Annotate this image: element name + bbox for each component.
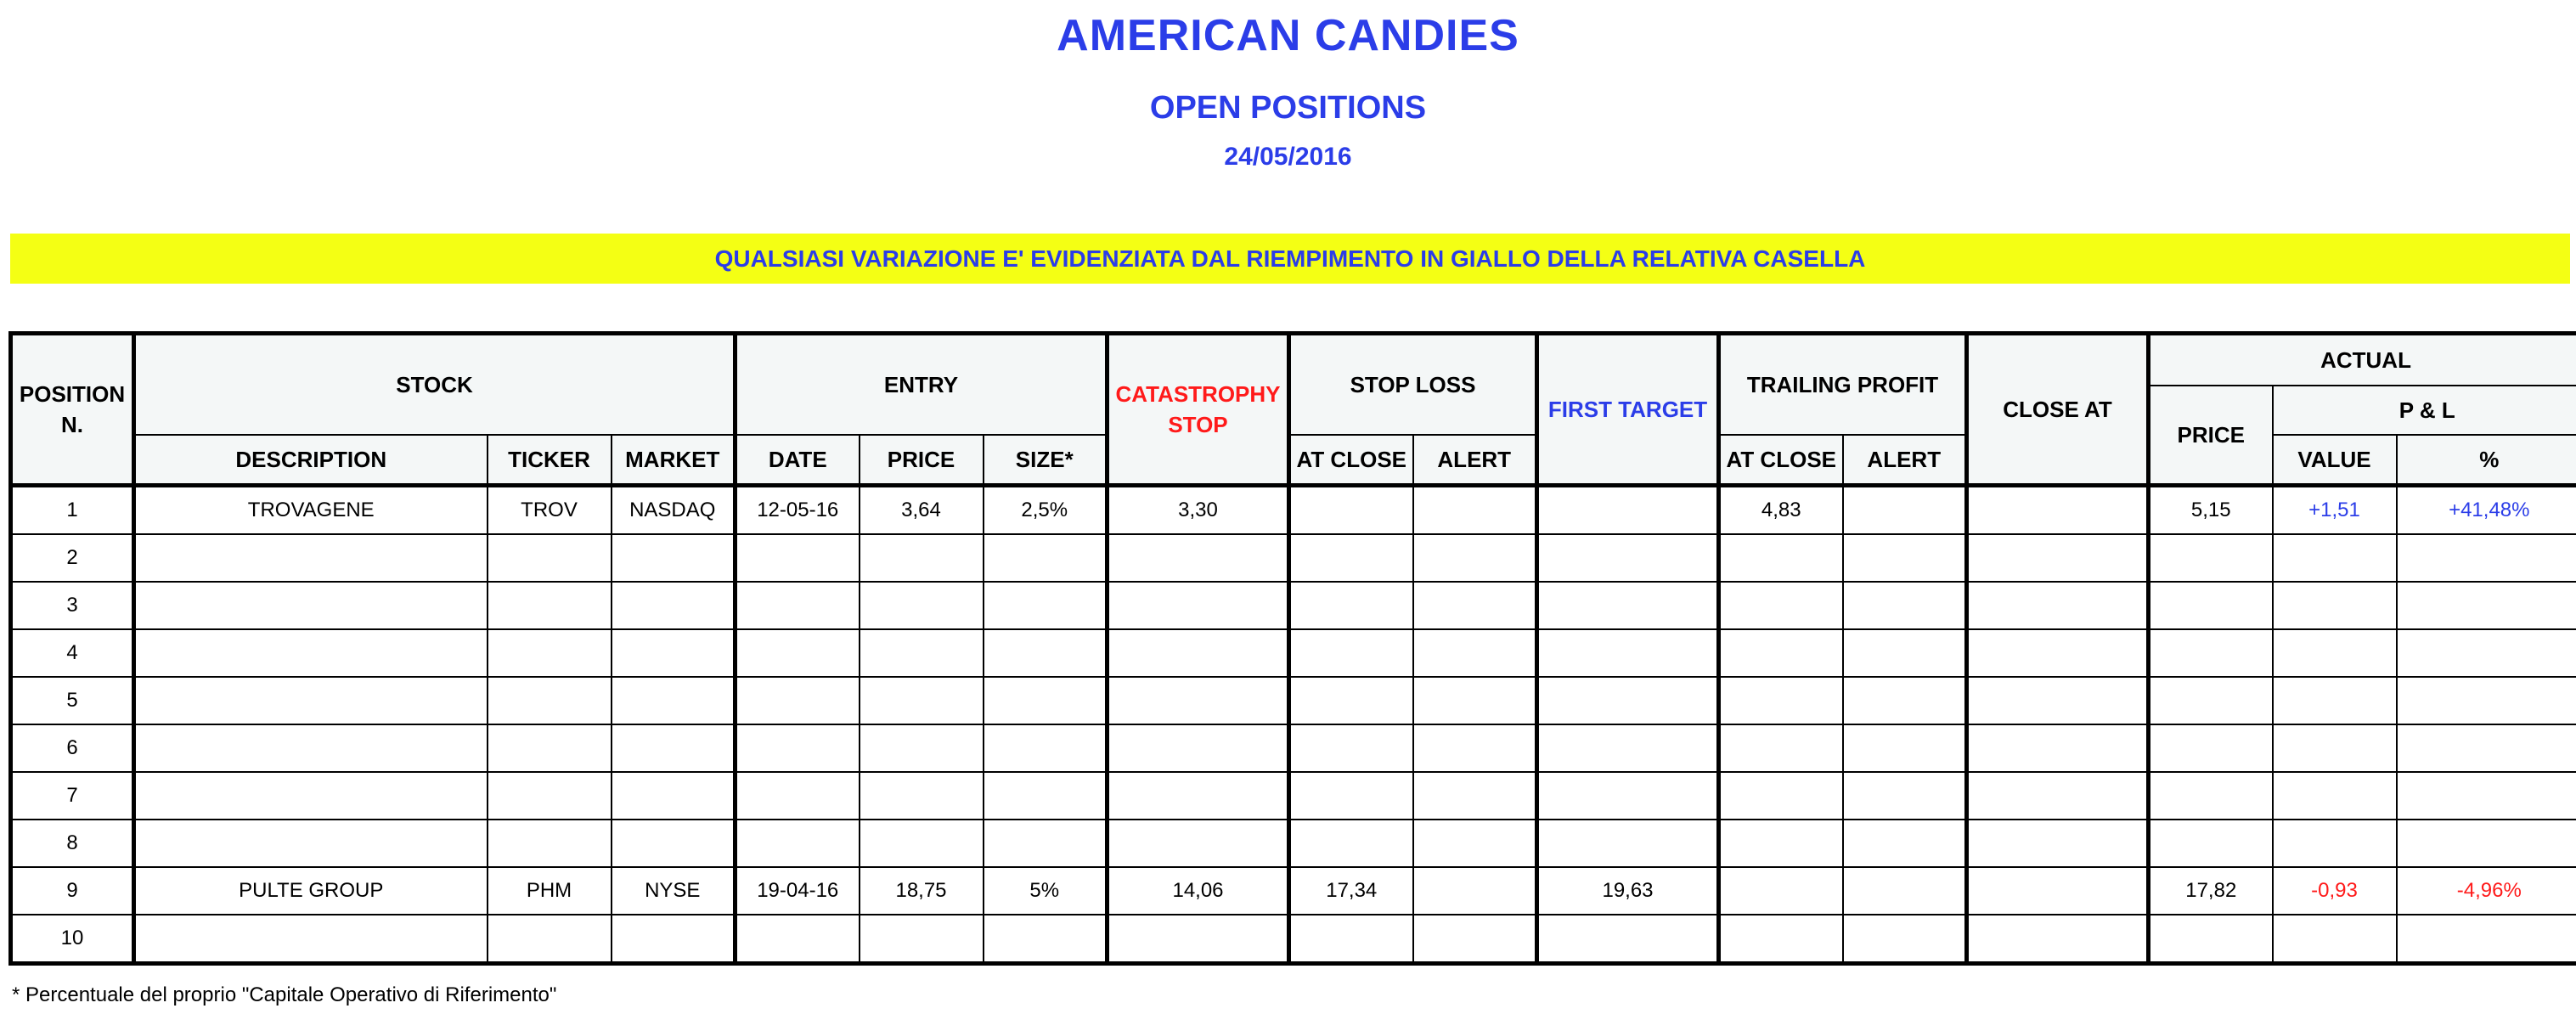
stop-loss-alert-cell xyxy=(1413,486,1537,535)
size-cell: 5% xyxy=(984,867,1108,915)
close-at-cell xyxy=(1967,772,2149,820)
pl-value-cell xyxy=(2273,820,2397,867)
description-cell xyxy=(134,820,488,867)
trailing-alert-cell xyxy=(1843,582,1967,629)
notice-banner xyxy=(10,234,2570,284)
header-close-at: CLOSE AT xyxy=(1967,334,2149,486)
market-cell xyxy=(612,820,736,867)
pl-value-cell xyxy=(2273,772,2397,820)
description-cell: PULTE GROUP xyxy=(134,867,488,915)
entry-price-cell: 18,75 xyxy=(860,867,984,915)
stop-loss-close-cell xyxy=(1289,582,1413,629)
pl-pct-cell xyxy=(2397,677,2576,724)
pl-value-cell: -0,93 xyxy=(2273,867,2397,915)
trailing-alert-cell xyxy=(1843,820,1967,867)
size-cell xyxy=(984,915,1108,964)
stop-loss-alert-cell xyxy=(1413,534,1537,582)
pl-value-cell xyxy=(2273,915,2397,964)
close-at-cell xyxy=(1967,867,2149,915)
header-sl-at-close: AT CLOSE xyxy=(1289,435,1413,486)
close-at-cell xyxy=(1967,820,2149,867)
entry-date-cell: 12-05-16 xyxy=(736,486,860,535)
pl-pct-cell xyxy=(2397,915,2576,964)
size-cell xyxy=(984,724,1108,772)
position-cell: 10 xyxy=(11,915,134,964)
header-actual-price: PRICE xyxy=(2149,386,2273,486)
first-target-cell xyxy=(1537,724,1719,772)
ticker-cell xyxy=(488,772,612,820)
first-target-cell: 19,63 xyxy=(1537,867,1719,915)
trailing-close-cell xyxy=(1719,867,1843,915)
catastrophy-stop-cell xyxy=(1108,677,1289,724)
size-cell xyxy=(984,772,1108,820)
trailing-close-cell xyxy=(1719,534,1843,582)
trailing-alert-cell xyxy=(1843,677,1967,724)
catastrophy-stop-cell xyxy=(1108,915,1289,964)
header-entry: ENTRY xyxy=(736,334,1108,436)
market-cell xyxy=(612,915,736,964)
close-at-cell xyxy=(1967,486,2149,535)
size-cell xyxy=(984,629,1108,677)
pl-pct-cell xyxy=(2397,534,2576,582)
stop-loss-close-cell xyxy=(1289,820,1413,867)
table-row xyxy=(11,677,2576,724)
size-cell xyxy=(984,677,1108,724)
trailing-close-cell xyxy=(1719,724,1843,772)
entry-price-cell xyxy=(860,820,984,867)
trailing-alert-cell xyxy=(1843,629,1967,677)
close-at-cell xyxy=(1967,915,2149,964)
ticker-cell xyxy=(488,534,612,582)
stop-loss-close-cell xyxy=(1289,534,1413,582)
position-cell: 2 xyxy=(11,534,134,582)
entry-date-cell xyxy=(736,582,860,629)
notice-banner-text: QUALSIASI VARIAZIONE E' EVIDENZIATA DAL RIEMPIMENTO IN GIALLO DELLA RELATIVA CASELLA xyxy=(714,245,1866,272)
pl-value-cell xyxy=(2273,534,2397,582)
pl-pct-cell xyxy=(2397,724,2576,772)
ticker-cell: PHM xyxy=(488,867,612,915)
trailing-close-cell xyxy=(1719,677,1843,724)
header-pl: P & L xyxy=(2273,386,2576,435)
size-cell xyxy=(984,582,1108,629)
stop-loss-close-cell xyxy=(1289,772,1413,820)
catastrophy-stop-cell: 14,06 xyxy=(1108,867,1289,915)
stop-loss-alert-cell xyxy=(1413,582,1537,629)
header-tp-alert: ALERT xyxy=(1843,435,1967,486)
ticker-cell xyxy=(488,820,612,867)
catastrophy-stop-cell xyxy=(1108,724,1289,772)
trailing-close-cell xyxy=(1719,629,1843,677)
size-cell: 2,5% xyxy=(984,486,1108,535)
position-cell: 6 xyxy=(11,724,134,772)
actual-price-cell xyxy=(2149,772,2273,820)
pl-pct-cell xyxy=(2397,820,2576,867)
actual-price-cell xyxy=(2149,582,2273,629)
header-pl-value: VALUE xyxy=(2273,435,2397,486)
pl-value-cell xyxy=(2273,629,2397,677)
actual-price-cell xyxy=(2149,724,2273,772)
actual-price-cell: 5,15 xyxy=(2149,486,2273,535)
header-trailing-profit: TRAILING PROFIT xyxy=(1719,334,1967,436)
trailing-close-cell xyxy=(1719,772,1843,820)
stop-loss-alert-cell xyxy=(1413,867,1537,915)
market-cell xyxy=(612,677,736,724)
ticker-cell xyxy=(488,582,612,629)
trailing-alert-cell xyxy=(1843,915,1967,964)
position-cell: 3 xyxy=(11,582,134,629)
stop-loss-close-cell: 17,34 xyxy=(1289,867,1413,915)
actual-price-cell: 17,82 xyxy=(2149,867,2273,915)
pl-value-cell xyxy=(2273,677,2397,724)
size-cell xyxy=(984,534,1108,582)
table-row xyxy=(11,724,2576,772)
market-cell xyxy=(612,582,736,629)
header-sl-alert: ALERT xyxy=(1413,435,1537,486)
positions-body xyxy=(11,486,2576,964)
close-at-cell xyxy=(1967,582,2149,629)
trailing-alert-cell xyxy=(1843,534,1967,582)
catastrophy-stop-cell xyxy=(1108,629,1289,677)
actual-price-cell xyxy=(2149,629,2273,677)
size-cell xyxy=(984,820,1108,867)
market-cell xyxy=(612,724,736,772)
catastrophy-stop-cell: 3,30 xyxy=(1108,486,1289,535)
pl-value-cell xyxy=(2273,582,2397,629)
entry-price-cell xyxy=(860,534,984,582)
first-target-cell xyxy=(1537,772,1719,820)
close-at-cell xyxy=(1967,724,2149,772)
header-pl-pct: % xyxy=(2397,435,2576,486)
catastrophy-stop-cell xyxy=(1108,534,1289,582)
entry-date-cell xyxy=(736,677,860,724)
entry-price-cell xyxy=(860,772,984,820)
entry-date-cell xyxy=(736,724,860,772)
stop-loss-close-cell xyxy=(1289,629,1413,677)
trailing-close-cell xyxy=(1719,915,1843,964)
report-date: 24/05/2016 xyxy=(1224,143,1352,171)
ticker-cell xyxy=(488,629,612,677)
header-date: DATE xyxy=(736,435,860,486)
description-cell: TROVAGENE xyxy=(134,486,488,535)
market-cell: NYSE xyxy=(612,867,736,915)
stop-loss-alert-cell xyxy=(1413,677,1537,724)
header-size: SIZE* xyxy=(984,435,1108,486)
stop-loss-alert-cell xyxy=(1413,629,1537,677)
first-target-cell xyxy=(1537,582,1719,629)
entry-price-cell: 3,64 xyxy=(860,486,984,535)
trailing-close-cell: 4,83 xyxy=(1719,486,1843,535)
actual-price-cell xyxy=(2149,915,2273,964)
actual-price-cell xyxy=(2149,820,2273,867)
description-cell xyxy=(134,772,488,820)
market-cell xyxy=(612,772,736,820)
description-cell xyxy=(134,534,488,582)
close-at-cell xyxy=(1967,677,2149,724)
market-cell xyxy=(612,629,736,677)
actual-price-cell xyxy=(2149,677,2273,724)
entry-price-cell xyxy=(860,724,984,772)
page-subtitle: OPEN POSITIONS xyxy=(1149,90,1427,126)
ticker-cell xyxy=(488,915,612,964)
pl-pct-cell: -4,96% xyxy=(2397,867,2576,915)
stop-loss-alert-cell xyxy=(1413,772,1537,820)
first-target-cell xyxy=(1537,915,1719,964)
first-target-cell xyxy=(1537,677,1719,724)
trailing-alert-cell xyxy=(1843,486,1967,535)
trailing-alert-cell xyxy=(1843,724,1967,772)
entry-price-cell xyxy=(860,629,984,677)
pl-pct-cell xyxy=(2397,772,2576,820)
position-cell: 1 xyxy=(11,486,134,535)
table-row xyxy=(11,867,2576,915)
trailing-close-cell xyxy=(1719,582,1843,629)
entry-price-cell xyxy=(860,677,984,724)
catastrophy-stop-cell xyxy=(1108,820,1289,867)
description-cell xyxy=(134,677,488,724)
stop-loss-alert-cell xyxy=(1413,915,1537,964)
header-price: PRICE xyxy=(860,435,984,486)
header-actual: ACTUAL xyxy=(2149,334,2576,386)
stop-loss-close-cell xyxy=(1289,677,1413,724)
close-at-cell xyxy=(1967,629,2149,677)
position-cell: 9 xyxy=(11,867,134,915)
stop-loss-close-cell xyxy=(1289,915,1413,964)
entry-date-cell: 19-04-16 xyxy=(736,867,860,915)
position-cell: 8 xyxy=(11,820,134,867)
trailing-alert-cell xyxy=(1843,867,1967,915)
first-target-cell xyxy=(1537,534,1719,582)
table-row xyxy=(11,772,2576,820)
entry-price-cell xyxy=(860,915,984,964)
pl-value-cell xyxy=(2273,724,2397,772)
description-cell xyxy=(134,629,488,677)
header-description: DESCRIPTION xyxy=(134,435,488,486)
header-catastrophy-stop: CATASTROPHY STOP xyxy=(1108,334,1289,486)
trailing-alert-cell xyxy=(1843,772,1967,820)
page-title: AMERICAN CANDIES xyxy=(1057,11,1519,60)
position-cell: 4 xyxy=(11,629,134,677)
description-cell xyxy=(134,724,488,772)
table-row xyxy=(11,534,2576,582)
header-first-target: FIRST TARGET xyxy=(1537,334,1719,486)
pl-pct-cell xyxy=(2397,582,2576,629)
description-cell xyxy=(134,582,488,629)
header-tp-at-close: AT CLOSE xyxy=(1719,435,1843,486)
trailing-close-cell xyxy=(1719,820,1843,867)
description-cell xyxy=(134,915,488,964)
position-cell: 7 xyxy=(11,772,134,820)
pl-pct-cell: +41,48% xyxy=(2397,486,2576,535)
entry-date-cell xyxy=(736,772,860,820)
header-position: POSITION N. xyxy=(11,334,134,486)
ticker-cell xyxy=(488,677,612,724)
catastrophy-stop-cell xyxy=(1108,582,1289,629)
footnote: * Percentuale del proprio "Capitale Operativo di Riferimento" xyxy=(12,983,557,1006)
first-target-cell xyxy=(1537,629,1719,677)
stop-loss-alert-cell xyxy=(1413,724,1537,772)
pl-value-cell: +1,51 xyxy=(2273,486,2397,535)
first-target-cell xyxy=(1537,820,1719,867)
stop-loss-close-cell xyxy=(1289,724,1413,772)
positions-table xyxy=(8,331,2576,966)
stop-loss-alert-cell xyxy=(1413,820,1537,867)
header-ticker: TICKER xyxy=(488,435,612,486)
market-cell: NASDAQ xyxy=(612,486,736,535)
table-row xyxy=(11,629,2576,677)
header-market: MARKET xyxy=(612,435,736,486)
ticker-cell: TROV xyxy=(488,486,612,535)
entry-price-cell xyxy=(860,582,984,629)
entry-date-cell xyxy=(736,534,860,582)
table-row xyxy=(11,915,2576,964)
pl-pct-cell xyxy=(2397,629,2576,677)
stop-loss-close-cell xyxy=(1289,486,1413,535)
header-stop-loss: STOP LOSS xyxy=(1289,334,1537,436)
table-row xyxy=(11,486,2576,535)
ticker-cell xyxy=(488,724,612,772)
table-row xyxy=(11,582,2576,629)
catastrophy-stop-cell xyxy=(1108,772,1289,820)
entry-date-cell xyxy=(736,629,860,677)
header-stock: STOCK xyxy=(134,334,736,436)
table-row xyxy=(11,820,2576,867)
entry-date-cell xyxy=(736,820,860,867)
close-at-cell xyxy=(1967,534,2149,582)
first-target-cell xyxy=(1537,486,1719,535)
position-cell: 5 xyxy=(11,677,134,724)
actual-price-cell xyxy=(2149,534,2273,582)
market-cell xyxy=(612,534,736,582)
entry-date-cell xyxy=(736,915,860,964)
